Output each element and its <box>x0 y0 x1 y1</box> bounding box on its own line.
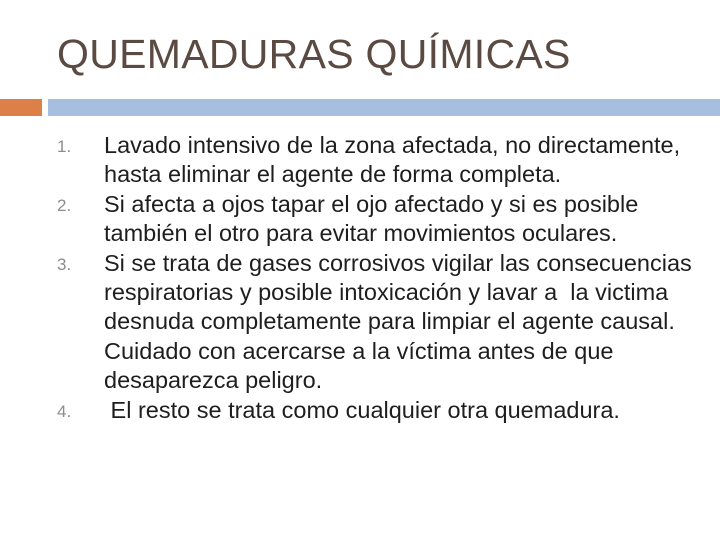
list-item-text: Lavado intensivo de la zona afectada, no directamente, hasta eliminar el agente de forma completa. <box>104 132 687 188</box>
list-item-text: El resto se trata como cualquier otra quemadura. <box>104 396 620 423</box>
title-accent-bar <box>0 99 42 116</box>
list-item-number: 1. <box>57 137 72 156</box>
title-divider-bar <box>48 99 720 116</box>
list-item-text: Si afecta a ojos tapar el ojo afectado y si es posible también el otro para evitar movimientos oculares. <box>104 190 645 247</box>
list-item-number: 3. <box>57 254 72 274</box>
numbered-list <box>0 131 720 425</box>
slide-title: QUEMADURAS QUÍMICAS <box>57 31 571 77</box>
list-item <box>0 131 720 190</box>
list-item <box>0 249 720 396</box>
list-item <box>0 396 720 425</box>
list-item-number: 2. <box>57 195 72 215</box>
list-item-number: 4. <box>57 401 72 421</box>
list-item-text: Si se trata de gases corrosivos vigilar las consecuencias respiratorias y posible intoxicación y lavar a la victima desnuda completamente para limpiar el agente causal. Cuidado con acercarse a la víctima antes de que desaparezca peligro. <box>104 249 699 394</box>
list-item <box>0 190 720 249</box>
